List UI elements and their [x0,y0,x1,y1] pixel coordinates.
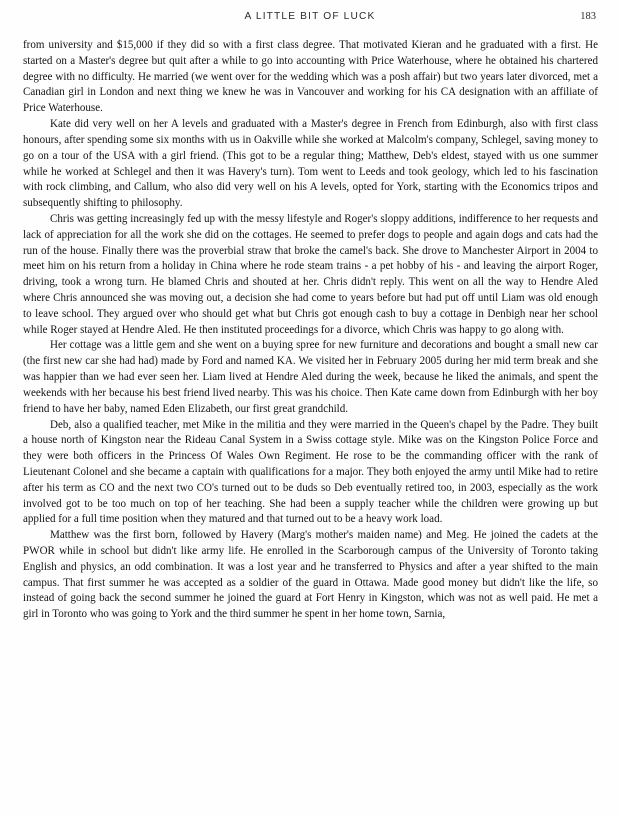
paragraph-6: Matthew was the first born, followed by Havery (Marg's mother's maiden name) and Meg. He joined the cadets at the PWOR while in school but didn't like army life. He enrolled in the Scarborough campus of the University of Toronto taking English and physics, an odd combination. It was a lost year and he transferred to Physics and after a year shifted to the main campus. That first summer he was accepted as a soldier of the guard in Ottawa. Made good money but didn't like the life, so instead of going back the second summer he joined the guard at Fort Henry in Kingston, which was not as well paid. He met a girl in Toronto who was going to York and the third summer he spent in her home town, Sarnia, [23,529,598,621]
body-text [23,38,598,623]
paragraph-5: Deb, also a qualified teacher, met Mike in the militia and they were married in the Queen's chapel by the Padre. They built a house north of Kingston near the Rideau Canal System in a Swiss cottage style. Mike was on the Kingston Police Force and they were both officers in the Princess Of Wales Own Regiment. He rose to be the commanding officer with the rank of Lieutenant Colonel and she became a captain with qualifications for a major. They both enjoyed the army until Mike had to retire after his term as CO and the next two CO's turned out to be duds so Deb eventually retired too, in 2003, especially as the work involved got to be too much on top of her teaching. She had been a supply teacher while the children were growing up but applied for a full time position when they matured and that turned out to be a heavy work load. [23,418,598,526]
page-title: A LITTLE BIT OF LUCK [244,11,376,22]
paragraph-1: from university and $15,000 if they did so with a first class degree. That motivated Kieran and he graduated with a first. He started on a Master's degree but quit after a while to go into accounting with Price Waterhouse, where he obtained his chartered degree with no difficulty. He married (we went over for the wedding which was a posh affair) but two years later divorced, met a Canadian girl in London and next thing we knew he was in Vancouver and working for his CA designation with an affiliate of Price Waterhouse. [23,39,598,115]
paragraph-4: Her cottage was a little gem and she went on a buying spree for new furniture and decorations and bought a small new car (the first new car she had had) made by Ford and named KA. We visited her in February 2005 during her mid term break and she was happier than we had ever seen her. Liam lived at Hendre Aled during the week, because he liked the animals, and spent the weekends with her because his best friend lived nearby. This was his choice. Then Kate came down from Edinburgh with her boy friend to have her baby, named Eden Elizabeth, our first great grandchild. [23,339,598,415]
page-number: 183 [580,11,596,22]
paragraph-3: Chris was getting increasingly fed up with the messy lifestyle and Roger's sloppy additions, indifference to her requests and lack of appreciation for all the work she did on the cottages. He seemed to prefer dogs to people and again dogs and cats had the run of the house. Finally there was the proverbial straw that broke the camel's back. She drove to Manchester Airport in 2004 to meet him on his return from a holiday in China where he rode steam trains - a pet hobby of his - and leaving the airport Roger, driving, took a wrong turn. He blamed Chris and shouted at her. Chris didn't reply. This went on all the way to Hendre Aled where Chris announced she was moving out, a decision she had come to years before but had put off until Liam was old enough to leave school. They argued over who should get what but Chris got enough cash to buy a cottage in Denbigh near her school while Roger stayed at Hendre Aled. He then instituted proceedings for a divorce, which Chris was happy to go along with. [23,212,598,336]
paragraph-2: Kate did very well on her A levels and graduated with a Master's degree in French from Edinburgh, also with first class honours, after spending some six months with us in Oakville while she worked at Malcolm's company, Schlegel, saving money to go on a tour of the USA with a girl friend. (This got to be a regular thing; Matthew, Deb's eldest, stayed with us one summer while he worked at Schlegel and then it was Havery's turn). Tom went to Leeds and took geology, which led to his fascination with rock climbing, and Callum, who also did very well on his A levels, opted for York, starting with the Economics tripos and subsequently shifting to philosophy. [23,118,598,210]
running-head [0,11,620,31]
